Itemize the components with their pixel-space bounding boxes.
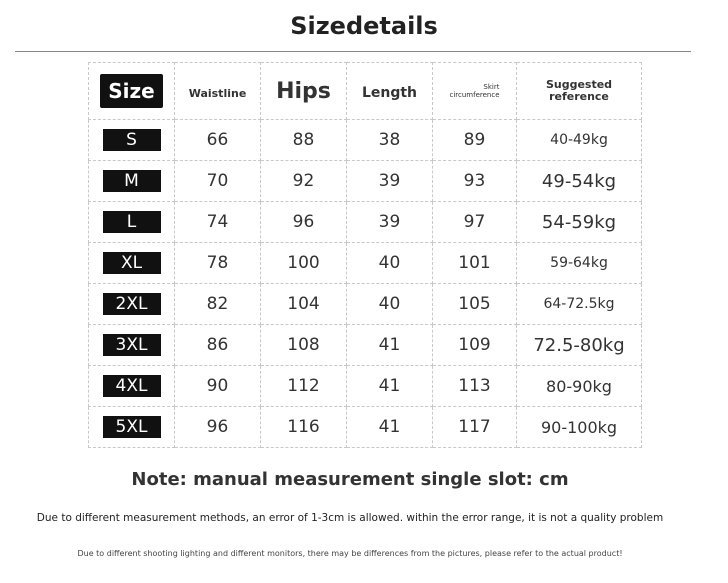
size-badge: 2XL [103, 293, 161, 315]
table-row [89, 366, 642, 407]
header-reference [517, 63, 642, 120]
table-row [89, 407, 642, 448]
hips-header-label: Hips [276, 78, 331, 104]
waistline-header-label: Waistline [188, 86, 247, 100]
hips-cell: 100 [261, 243, 347, 284]
hips-cell: 104 [261, 284, 347, 325]
header-hips [261, 63, 347, 120]
reference-cell: 59-64kg [517, 243, 642, 284]
error-disclaimer: Due to different measurement methods, an error of 1-3cm is allowed. within the error range, it is not a quality problem [36, 512, 664, 524]
waistline-cell: 90 [175, 366, 261, 407]
length-cell: 41 [347, 407, 433, 448]
skirt-cell: 113 [433, 366, 517, 407]
size-badge: L [103, 211, 161, 233]
header-length [347, 63, 433, 120]
size-badge: 4XL [103, 375, 161, 397]
reference-header-line2: reference [549, 89, 609, 103]
hips-cell: 92 [261, 161, 347, 202]
reference-cell: 90-100kg [517, 407, 642, 448]
hips-cell: 96 [261, 202, 347, 243]
reference-cell: 49-54kg [517, 161, 642, 202]
table-row [89, 202, 642, 243]
length-cell: 41 [347, 366, 433, 407]
waistline-cell: 78 [175, 243, 261, 284]
hips-cell: 116 [261, 407, 347, 448]
size-badge: S [103, 129, 161, 151]
waistline-cell: 82 [175, 284, 261, 325]
waistline-cell: 96 [175, 407, 261, 448]
length-cell: 40 [347, 284, 433, 325]
size-header-badge: Size [100, 74, 162, 108]
measurement-note: Note: manual measurement single slot: cm [131, 469, 569, 490]
length-cell: 40 [347, 243, 433, 284]
length-cell: 38 [347, 120, 433, 161]
skirt-cell: 89 [433, 120, 517, 161]
skirt-header-line1: Skirt [483, 82, 500, 91]
table-row [89, 243, 642, 284]
skirt-header-label [449, 83, 499, 99]
waistline-cell: 70 [175, 161, 261, 202]
reference-cell: 64-72.5kg [517, 284, 642, 325]
reference-header-label [546, 79, 612, 103]
reference-cell: 72.5-80kg [517, 325, 642, 366]
skirt-cell: 97 [433, 202, 517, 243]
skirt-cell: 93 [433, 161, 517, 202]
waistline-cell: 74 [175, 202, 261, 243]
skirt-header-line2: circumference [449, 90, 500, 99]
waistline-cell: 86 [175, 325, 261, 366]
header-size [89, 63, 175, 120]
header-waistline [175, 63, 261, 120]
hips-cell: 112 [261, 366, 347, 407]
size-badge: M [103, 170, 161, 192]
length-header-label: Length [361, 84, 418, 101]
color-disclaimer: Due to different shooting lighting and different monitors, there may be differences from the pictures, please refer to the actual product! [77, 549, 623, 558]
skirt-cell: 117 [433, 407, 517, 448]
table-row [89, 284, 642, 325]
title-divider [15, 51, 691, 52]
hips-cell: 108 [261, 325, 347, 366]
page-title: Sizedetails [290, 12, 438, 40]
size-badge: 5XL [103, 416, 161, 438]
table-row [89, 161, 642, 202]
table-row [89, 120, 642, 161]
length-cell: 41 [347, 325, 433, 366]
hips-cell: 88 [261, 120, 347, 161]
size-badge: 3XL [103, 334, 161, 356]
skirt-cell: 105 [433, 284, 517, 325]
waistline-cell: 66 [175, 120, 261, 161]
table-header-row [89, 63, 642, 120]
table-row [89, 325, 642, 366]
size-table [88, 62, 642, 448]
reference-header-line1: Suggested [545, 77, 613, 91]
reference-cell: 40-49kg [517, 120, 642, 161]
reference-cell: 80-90kg [517, 366, 642, 407]
header-skirt [433, 63, 517, 120]
length-cell: 39 [347, 161, 433, 202]
skirt-cell: 109 [433, 325, 517, 366]
size-badge: XL [103, 252, 161, 274]
reference-cell: 54-59kg [517, 202, 642, 243]
length-cell: 39 [347, 202, 433, 243]
skirt-cell: 101 [433, 243, 517, 284]
